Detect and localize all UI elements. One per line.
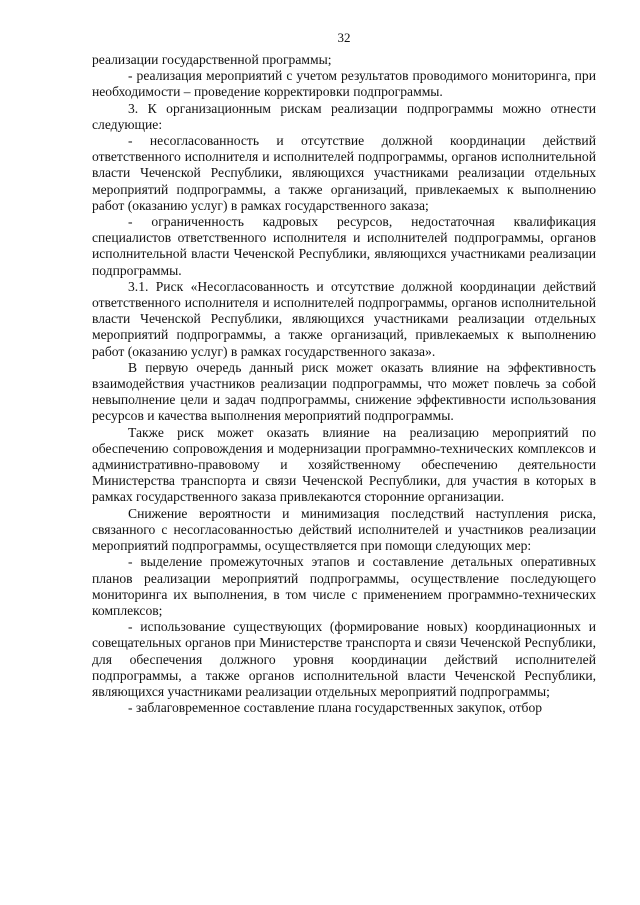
paragraph: - заблаговременное составление плана государственных закупок, отбор xyxy=(128,700,543,716)
paragraph: В первую очередь данный риск может оказать влияние на эффективность взаимодействия участников реализации подпрограммы, что может повлечь за собой невыполнение цели и задач подпрограммы, снижение эффективности использования ресурсов и качества выполнения мероприятий подпрограммы. xyxy=(92,359,596,424)
paragraph: Также риск может оказать влияние на реализацию мероприятий по обеспечению сопровождения и модернизации программно-технических комплексов и административно-правовому и хозяйственному обеспечению деятельности Министерства транспорта и связи Чеченской Республики, для участия в которых в рамках государственного заказа привлекаются сторонние организации. xyxy=(92,424,596,505)
paragraph: - несогласованность и отсутствие должной координации действий ответственного исполнителя и исполнителей подпрограммы, органов исполнительной власти Чеченской Республики, являющихся участниками реализации отдельных мероприятий подпрограммы, а также организаций, привлекаемых к выполнению работ (оказанию услуг) в рамках государственного заказа; xyxy=(92,133,596,213)
paragraph: - использование существующих (формирование новых) координационных и совещательных органов при Министерстве транспорта и связи Чеченской Республики, для обеспечения должного уровня координации действий исполнителей подпрограммы, а также органов исполнительной власти Чеченской Республики, являющихся участниками реализации отдельных мероприятий подпрограммы; xyxy=(92,619,596,699)
document-body xyxy=(92,52,596,716)
paragraph: реализации государственной программы; xyxy=(92,52,332,67)
paragraph: 3.1. Риск «Несогласованность и отсутствие должной координации действий ответственного исполнителя и исполнителей подпрограммы, органов исполнительной власти Чеченской Республики, являющихся участниками реализации отдельных мероприятий подпрограммы, а также организаций, привлекаемых к выполнению работ (оказанию услуг) в рамках государственного заказа». xyxy=(92,278,596,359)
paragraph: 3. К организационным рискам реализации подпрограммы можно отнести следующие: xyxy=(92,100,596,132)
paragraph: - реализация мероприятий с учетом результатов проводимого мониторинга, при необходимости – проведение корректировки подпрограммы. xyxy=(92,68,596,100)
paragraph: - выделение промежуточных этапов и составление детальных оперативных планов реализации мероприятий подпрограммы, осуществление последующего мониторинга их выполнения, в том числе с применением программно-технических комплексов; xyxy=(92,554,596,618)
document-page xyxy=(92,30,596,716)
page-number: 32 xyxy=(337,30,351,45)
paragraph: - ограниченность кадровых ресурсов, недостаточная квалификация специалистов ответственного исполнителя и исполнителей подпрограммы, органов исполнительной власти Чеченской Республики, являющихся участниками реализации подпрограммы. xyxy=(92,214,596,278)
paragraph: Снижение вероятности и минимизация последствий наступления риска, связанного с несогласованностью действий исполнителей и участников реализации мероприятий подпрограммы, осуществляется при помощи следующих мер: xyxy=(92,505,596,554)
